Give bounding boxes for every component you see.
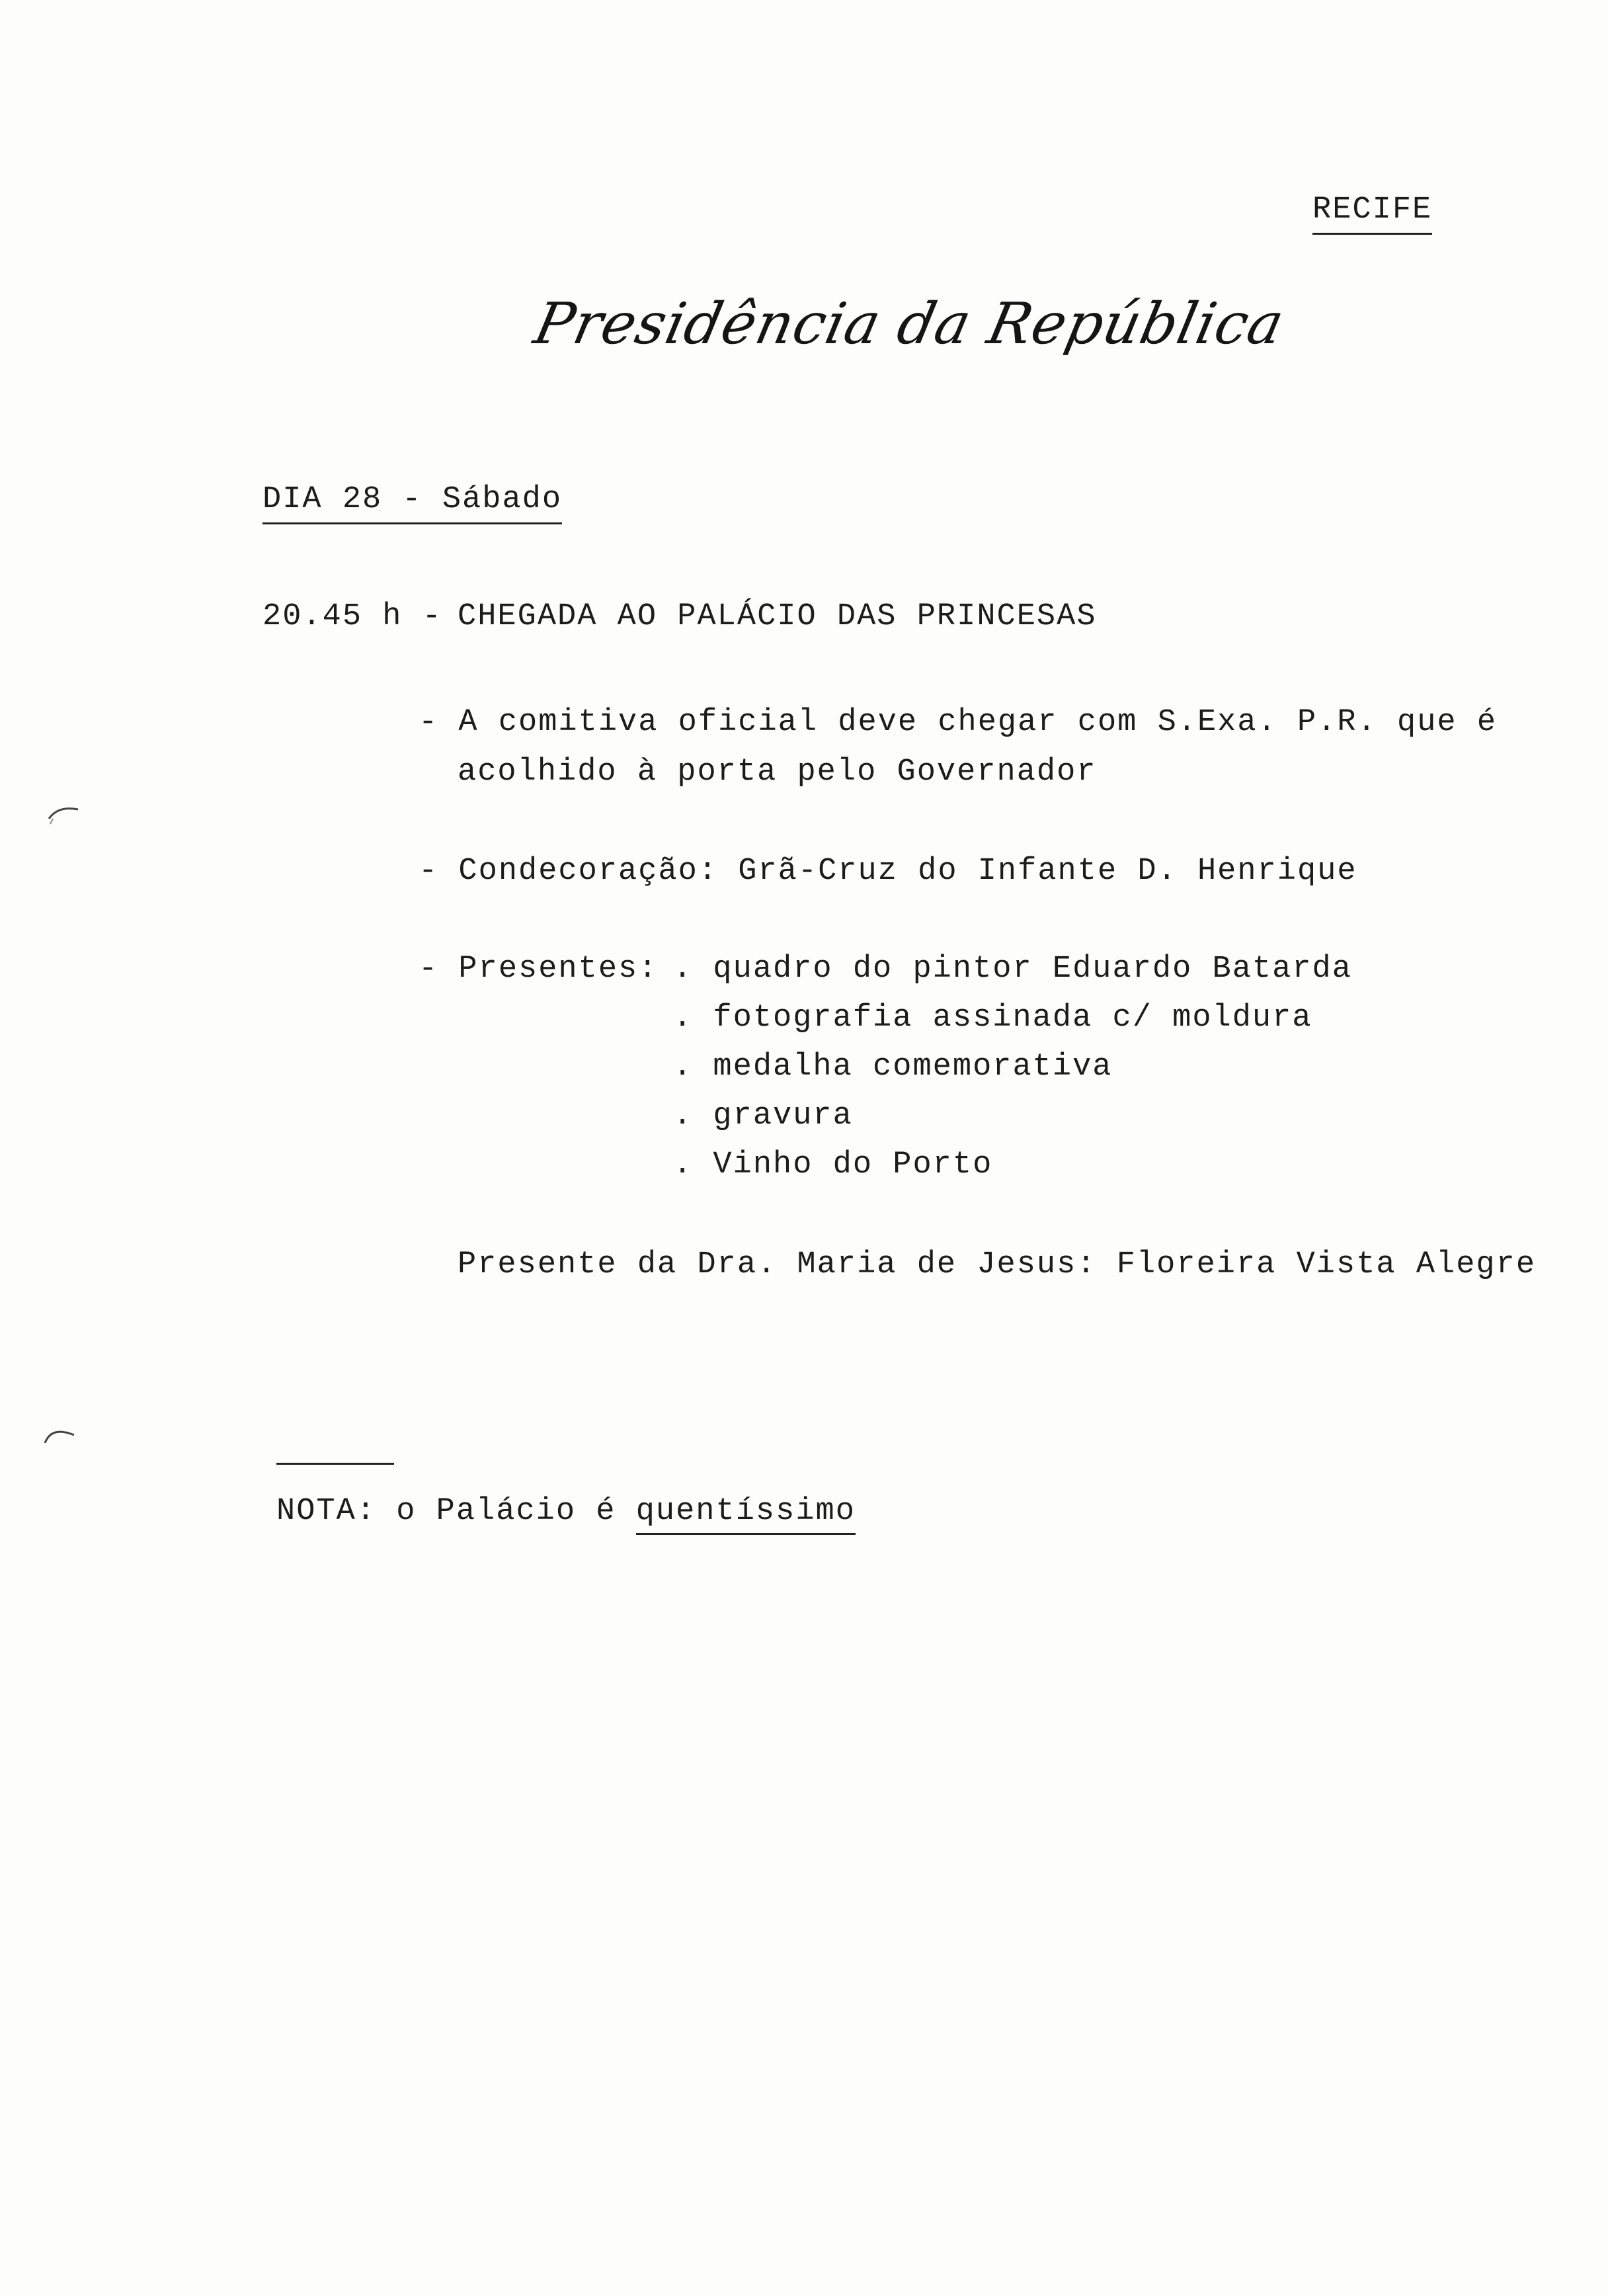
punch-hole-mark-upper [46,799,86,825]
letterhead-script-title: Presidência da República [528,291,1291,357]
punch-hole-mark-lower [41,1420,81,1447]
event-time: 20.45 h - [262,599,442,634]
day-heading: DIA 28 - Sábado [262,481,562,524]
list-item: . quadro do pintor Eduardo Batarda [673,952,1352,987]
presente-dra-line: Presente da Dra. Maria de Jesus: Floreira Vista Alegre [458,1247,1537,1282]
list-item: . fotografia assinada c/ moldura [673,1001,1312,1036]
condecoracao-line: - Condecoração: Grã-Cruz do Infante D. Henrique [419,854,1357,889]
list-item: . gravura [673,1098,853,1133]
note-separator [276,1463,394,1465]
note-line [276,1493,856,1530]
list-item: . medalha comemorativa [673,1049,1113,1085]
comitiva-line-1: - A comitiva oficial deve chegar com S.Exa. P.R. que é [419,705,1498,740]
note-emphasis: quentíssimo [636,1494,856,1535]
presentes-label: - Presentes: [419,952,659,987]
event-title: CHEGADA AO PALÁCIO DAS PRINCESAS [458,599,1097,634]
comitiva-line-2: acolhido à porta pelo Governador [458,755,1097,790]
city-heading: RECIFE [1312,192,1432,235]
note-prefix: NOTA: o Palácio é [276,1494,636,1529]
list-item: . Vinho do Porto [673,1147,993,1182]
